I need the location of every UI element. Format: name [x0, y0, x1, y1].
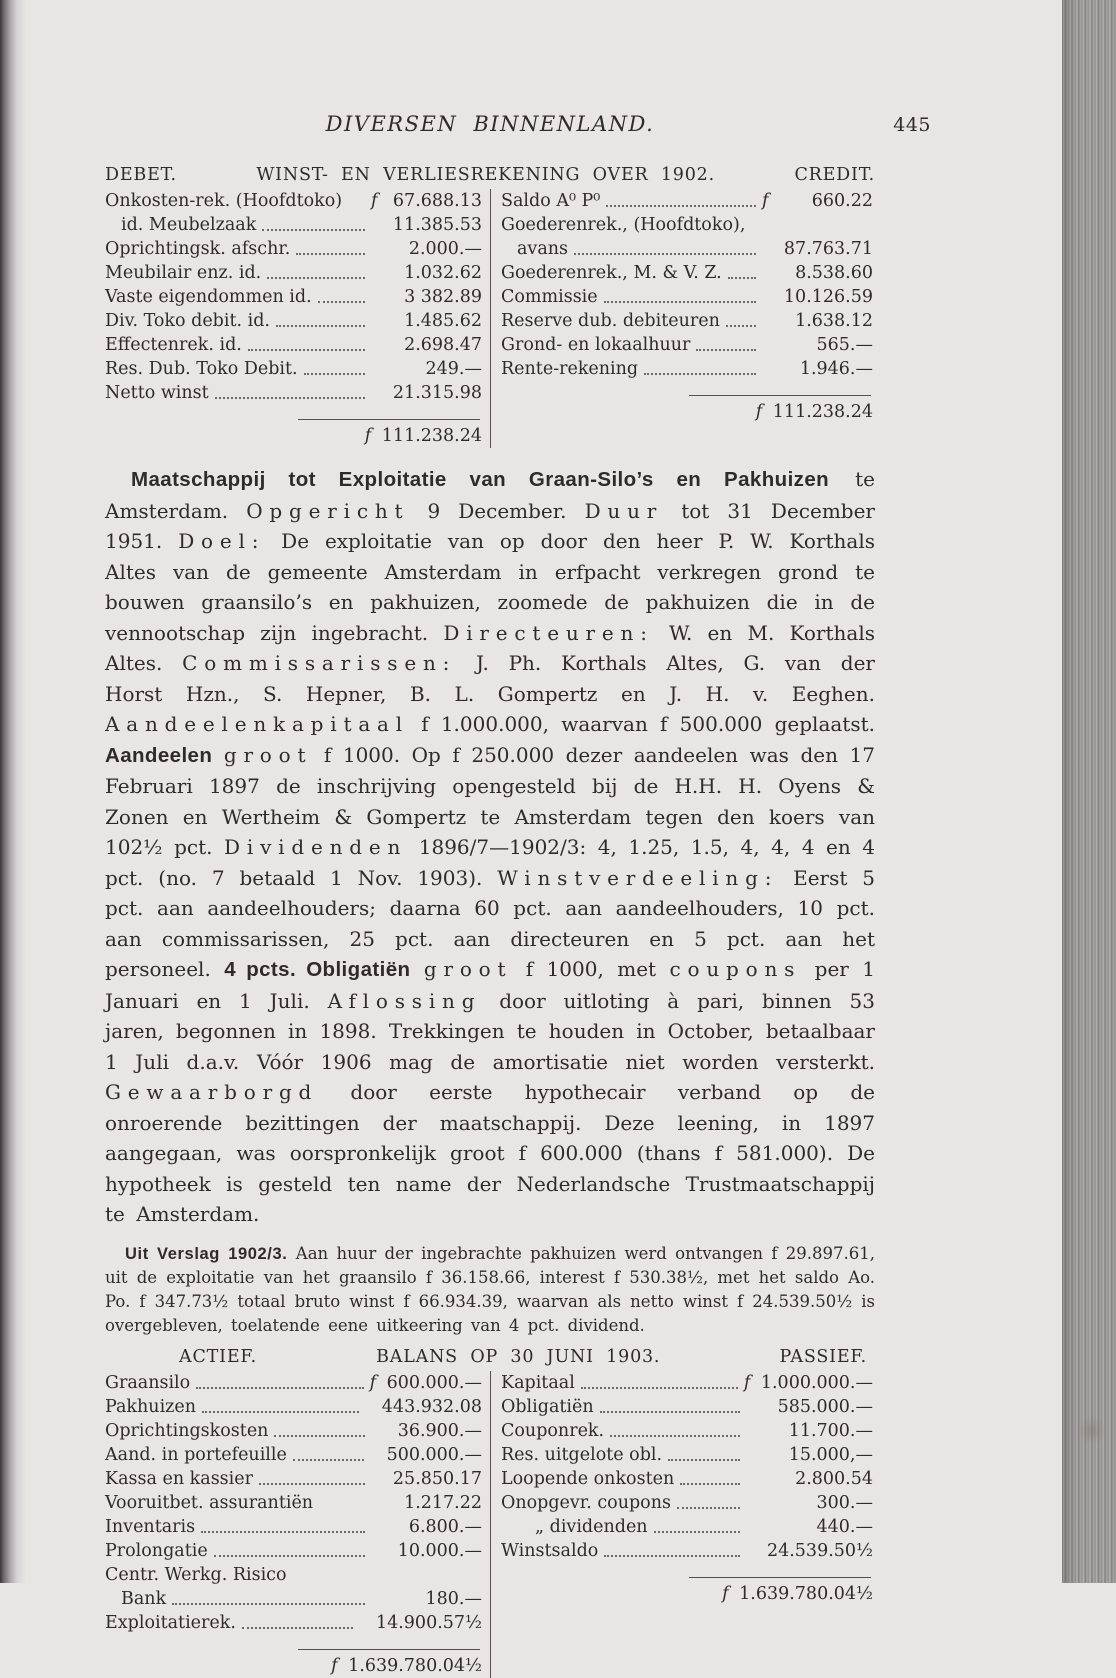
currency-symbol — [371, 1515, 388, 1539]
text-segment: door eerste hypothecair verband op de onroerende bezittingen der maatschappij. Deze leening, in 1897 aangegaan, was oorspronkelijk groot f 600.000 (thans f 581.000). De hypotheek is gesteld ten name der Nederlandsche Trustmaatschappij te Amsterdam. — [105, 1080, 875, 1226]
currency-symbol — [762, 285, 779, 309]
currency-symbol — [371, 237, 388, 261]
profit-loss-table-header — [105, 162, 875, 189]
row-amount: 36.900.— — [397, 1420, 482, 1441]
text-segment: f 1.000.000, waarvan f 500.000 geplaatst. — [408, 712, 875, 736]
spacer — [105, 1654, 331, 1678]
row-label: Kapitaal — [501, 1372, 575, 1393]
scan-smudge — [1078, 1415, 1106, 1445]
profit-loss-columns — [105, 189, 875, 448]
row-label: Inventaris — [105, 1516, 196, 1537]
row-amount — [779, 213, 873, 237]
row-label: Res. Dub. Toko Debit. — [105, 359, 298, 379]
row-amount: 10.000.— — [397, 1540, 482, 1561]
text-segment: Duur — [584, 498, 664, 523]
balance-sheet-columns — [105, 1371, 875, 1678]
row-amount: 111.238.24 — [381, 426, 482, 446]
dot-leader — [652, 1515, 742, 1539]
book-page-edges — [1062, 0, 1116, 1583]
currency-symbol — [371, 1467, 388, 1491]
table-row — [105, 1539, 482, 1563]
dot-leader — [212, 1539, 367, 1563]
row-label: Reserve dub. debiteuren — [501, 311, 720, 331]
text-segment: Directeuren: — [443, 620, 654, 645]
text-segment: f 1000, met — [512, 957, 670, 981]
total-rule — [501, 381, 873, 397]
total-rule — [501, 1563, 873, 1579]
table-row — [105, 1611, 482, 1635]
row-label: Loopende onkosten — [501, 1468, 675, 1489]
table-row — [105, 1491, 482, 1515]
row-amount: 1.485.62 — [404, 311, 482, 331]
currency-symbol — [371, 1419, 388, 1443]
currency-symbol — [371, 1491, 388, 1515]
dot-leader — [642, 357, 758, 381]
table-row — [105, 285, 482, 309]
dot-leader — [678, 1467, 742, 1491]
row-label: Div. Toko debit. id. — [105, 311, 270, 331]
text-segment: Commissarissen: — [182, 651, 457, 675]
currency-symbol — [762, 213, 779, 237]
table-row — [501, 189, 873, 213]
spacer — [501, 1582, 722, 1606]
row-amount: 585.000.— — [777, 1396, 873, 1417]
row-label: Goederenrek., (Hoofdtoko), — [501, 215, 746, 235]
passief-column — [490, 1371, 875, 1678]
row-amount: 2.698.47 — [404, 335, 482, 355]
row-amount: 600.000.— — [386, 1372, 482, 1393]
dot-leader — [666, 1443, 742, 1467]
table-row — [501, 1491, 873, 1515]
dot-leader — [272, 1419, 367, 1443]
table-row — [501, 237, 873, 261]
row-amount: 660.22 — [811, 191, 873, 211]
balance-sheet-table — [105, 1344, 875, 1678]
spacer — [313, 1491, 371, 1515]
credit-heading: CREDIT. — [794, 165, 875, 185]
page-number: 445 — [893, 114, 931, 136]
passief-heading: PASSIEF. — [779, 1346, 867, 1367]
row-amount: 11.385.53 — [392, 215, 482, 235]
currency-symbol — [371, 261, 388, 285]
row-label: Meubilair enz. id. — [105, 263, 262, 283]
total-row — [501, 400, 873, 424]
row-label: Grond- en lokaalhuur — [501, 335, 691, 355]
text-segment: groot — [223, 742, 313, 767]
currency-symbol — [371, 1539, 388, 1563]
row-amount: 249.— — [425, 359, 482, 379]
row-label: Vooruitbet. assurantiën — [105, 1492, 314, 1513]
spacer — [745, 213, 762, 237]
dot-leader — [316, 285, 367, 309]
row-label: Aand. in portefeuille — [105, 1444, 287, 1465]
currency-symbol — [746, 1395, 763, 1419]
total-row — [105, 424, 482, 448]
row-label: „ dividenden — [535, 1516, 648, 1537]
currency-symbol — [746, 1515, 763, 1539]
dot-leader — [265, 261, 367, 285]
dot-leader — [246, 333, 367, 357]
text-segment: J. Ph. Korthals Altes, G. van der Horst Hzn., S. Hepner, B. L. Gompertz en J. H. v. Eeghen. — [105, 651, 875, 706]
row-amount: 2.000.— — [408, 239, 482, 259]
row-label: Effectenrek. id. — [105, 335, 242, 355]
row-label: Netto winst — [105, 383, 209, 403]
table-row — [501, 1515, 873, 1539]
table-row — [105, 189, 482, 213]
table-row — [501, 1371, 873, 1395]
row-amount: 1.032.62 — [404, 263, 482, 283]
row-label: Obligatiën — [501, 1396, 594, 1417]
currency-symbol — [371, 1587, 388, 1611]
currency-symbol: f — [743, 1372, 751, 1393]
total-rule — [105, 1635, 482, 1651]
table-row — [105, 261, 482, 285]
row-amount: 565.— — [816, 335, 873, 355]
row-amount: 1.217.22 — [404, 1492, 482, 1513]
table-row — [105, 333, 482, 357]
table-row — [501, 213, 873, 237]
balance-sheet-header — [105, 1344, 875, 1371]
row-amount: 443.932.08 — [381, 1396, 482, 1417]
dot-leader — [602, 285, 758, 309]
currency-symbol — [370, 1443, 387, 1467]
row-amount: 25.850.17 — [392, 1468, 482, 1489]
currency-symbol: f — [331, 1655, 338, 1676]
actief-heading: ACTIEF. — [179, 1346, 257, 1367]
table-row — [105, 1443, 482, 1467]
dot-leader — [694, 333, 758, 357]
debet-heading: DEBET. — [105, 165, 177, 185]
text-segment: coupons — [669, 957, 802, 981]
row-label: Centr. Werkg. Risico — [105, 1564, 287, 1585]
currency-symbol — [359, 1611, 376, 1635]
row-amount: 1.000.000.— — [760, 1372, 873, 1393]
table-row — [501, 357, 873, 381]
row-label: Graansilo — [105, 1372, 191, 1393]
row-label: Oprichtingskosten — [105, 1420, 269, 1441]
currency-symbol: f — [762, 191, 769, 211]
table-row — [105, 213, 482, 237]
row-amount: 1.946.— — [799, 359, 873, 379]
currency-symbol — [371, 213, 388, 237]
currency-symbol — [746, 1419, 763, 1443]
currency-symbol — [762, 309, 779, 333]
row-amount: 87.763.71 — [783, 239, 873, 259]
row-amount: 1.638.12 — [795, 311, 873, 331]
dot-leader — [240, 1611, 355, 1635]
row-amount: 500.000.— — [386, 1444, 482, 1465]
currency-symbol — [762, 237, 779, 261]
row-amount: 300.— — [816, 1492, 873, 1513]
dot-leader — [170, 1587, 367, 1611]
row-label: Exploitatierek. — [105, 1612, 236, 1633]
row-amount: 180.— — [425, 1588, 482, 1609]
dot-leader — [572, 237, 758, 261]
text-segment: Aandeelenkapitaal — [105, 712, 409, 736]
currency-symbol: f — [371, 191, 378, 211]
text-segment: Doel: — [178, 529, 266, 553]
dot-leader — [302, 357, 367, 381]
currency-symbol — [365, 1395, 382, 1419]
dot-leader — [598, 1395, 742, 1419]
text-segment: Aandeelen — [105, 743, 213, 767]
row-label: Res. uitgelote obl. — [501, 1444, 663, 1465]
table-row — [501, 1395, 873, 1419]
row-amount: 111.238.24 — [772, 402, 873, 422]
dot-leader — [274, 309, 367, 333]
text-segment: f 1000. Op f 250.000 dezer aandeelen was den 17 Februari 1897 de inschrijving opengesteld bij de H.H. H. Oyens & Zonen en Wertheim & Gompertz te Amsterdam tegen den koers van 102½ pct. — [105, 742, 876, 859]
credit-column — [490, 189, 875, 448]
total-row — [105, 1654, 482, 1678]
text-segment: Gewaarborgd — [105, 1080, 319, 1104]
text-segment: Opgericht — [246, 498, 410, 523]
row-label: id. Meubelzaak — [121, 215, 257, 235]
table-row — [501, 1467, 873, 1491]
row-label: Prolongatie — [105, 1540, 208, 1561]
currency-symbol — [762, 261, 779, 285]
dot-leader — [675, 1491, 742, 1515]
balance-sheet-title: BALANS OP 30 JUNI 1903. — [376, 1346, 661, 1367]
table-row — [105, 1467, 482, 1491]
dot-leader — [291, 1443, 366, 1467]
row-amount: 11.700.— — [788, 1420, 873, 1441]
text-segment — [410, 957, 423, 981]
row-amount: 10.126.59 — [783, 287, 873, 307]
text-segment: Aflossing — [327, 988, 482, 1013]
dot-leader — [608, 1419, 742, 1443]
annual-report-note — [105, 1242, 875, 1338]
actief-column — [105, 1371, 490, 1678]
text-segment: 4 pcts. Obligatiën — [224, 958, 411, 981]
profit-loss-table — [105, 162, 875, 448]
page-header — [105, 112, 931, 138]
text-segment: door uitloting à pari, binnen 53 jaren, begonnen in 1898. Trekkingen te houden in October, betaalbaar 1 Juli d.a.v. Vóór 1906 mag de amortisatie niet worden versterkt. — [105, 988, 875, 1074]
currency-symbol: f — [364, 426, 372, 446]
total-row — [501, 1582, 873, 1606]
company-article — [105, 464, 875, 1230]
total-rule — [105, 405, 482, 421]
row-label: Vaste eigendommen id. — [105, 287, 312, 307]
row-label: Kassa en kassier — [105, 1468, 253, 1489]
text-segment: tot 31 December 1951. — [105, 498, 875, 553]
dot-leader — [726, 261, 758, 285]
table-row — [105, 357, 482, 381]
row-amount: 6.800.— — [408, 1516, 482, 1537]
dot-leader — [294, 237, 367, 261]
table-row — [105, 1419, 482, 1443]
row-label: Onopgevr. coupons — [501, 1492, 671, 1513]
text-segment: Eerst 5 pct. aan aandeelhouders; daarna 60 pct. aan aandeelhouders, 10 pct. aan commissarissen, 25 pct. aan directeuren en 5 pct. aan het personeel. — [105, 865, 875, 981]
table-row — [105, 1515, 482, 1539]
row-amount: 1.639.780.04½ — [739, 1583, 873, 1604]
currency-symbol — [371, 309, 388, 333]
row-amount: 15.000,— — [788, 1444, 873, 1465]
currency-symbol — [762, 333, 779, 357]
table-row — [105, 1395, 482, 1419]
text-segment: Maatschappij tot Exploitatie van Graan-Silo’s en Pakhuizen — [131, 468, 830, 491]
text-segment: per 1 Januari en 1 Juli. — [105, 957, 875, 1013]
row-amount: 440.— — [816, 1516, 873, 1537]
row-amount: 3 382.89 — [404, 287, 482, 307]
table-row — [105, 381, 482, 405]
table-row — [501, 285, 873, 309]
scanned-page — [105, 112, 931, 1678]
text-segment: Winstverdeeling: — [497, 865, 779, 890]
table-row — [501, 333, 873, 357]
row-label: Oprichtingsk. afschr. — [105, 239, 291, 259]
currency-symbol — [746, 1467, 763, 1491]
text-segment: groot — [423, 957, 513, 981]
row-label: Commissie — [501, 287, 598, 307]
table-row — [501, 261, 873, 285]
row-amount: 8.538.60 — [795, 263, 873, 283]
row-amount: 21.315.98 — [392, 383, 482, 403]
row-label: Goederenrek., M. & V. Z. — [501, 263, 722, 283]
running-title: DIVERSEN BINNENLAND. — [325, 112, 655, 136]
row-label: Winstsaldo — [501, 1540, 599, 1561]
currency-symbol — [746, 1443, 763, 1467]
spacer — [105, 424, 365, 448]
row-amount: 24.539.50½ — [766, 1540, 873, 1561]
dot-leader — [724, 309, 758, 333]
text-segment: Dividenden — [224, 835, 408, 859]
currency-symbol — [762, 357, 779, 381]
text-segment: 1896/7—1902/3: 4, 1.25, 1.5, 4, 4, 4 en 4 pct. (no. 7 betaald 1 Nov. 1903). — [105, 835, 875, 890]
text-segment: Uit Verslag 1902/3. — [125, 1244, 288, 1263]
dot-leader — [579, 1371, 740, 1395]
profit-loss-title: WINST- EN VERLIESREKENING OVER 1902. — [256, 165, 715, 185]
row-label: Onkosten-rek. (Hoofdtoko) — [105, 191, 343, 211]
table-row — [105, 309, 482, 333]
text-segment: te Amsterdam. — [105, 467, 875, 523]
book-spine-edge — [0, 0, 26, 1583]
table-row — [105, 1371, 482, 1395]
text-segment: W. en M. Korthals Altes. — [105, 620, 875, 675]
currency-symbol — [371, 333, 388, 357]
currency-symbol — [371, 357, 388, 381]
currency-symbol: f — [369, 1372, 377, 1393]
row-label: avans — [517, 239, 569, 259]
row-amount: 14.900.57½ — [375, 1612, 482, 1633]
row-label: Pakhuizen — [105, 1396, 197, 1417]
dot-leader — [213, 381, 367, 405]
row-amount: 1.639.780.04½ — [348, 1655, 482, 1676]
table-row — [501, 1443, 873, 1467]
spacer — [342, 189, 371, 213]
row-label: Bank — [121, 1588, 167, 1609]
table-row — [105, 237, 482, 261]
table-row — [501, 1419, 873, 1443]
currency-symbol — [371, 285, 388, 309]
text-segment — [212, 743, 224, 767]
currency-symbol — [371, 381, 388, 405]
row-amount: 67.688.13 — [392, 191, 482, 211]
currency-symbol: f — [755, 402, 763, 422]
dot-leader — [199, 1515, 367, 1539]
dot-leader — [194, 1371, 365, 1395]
row-label: Rente-rekening — [501, 359, 639, 379]
dot-leader — [602, 1539, 742, 1563]
dot-leader — [257, 1467, 367, 1491]
debet-column — [105, 189, 490, 448]
currency-symbol: f — [722, 1583, 729, 1604]
table-row — [501, 1539, 873, 1563]
currency-symbol — [746, 1491, 763, 1515]
dot-leader — [260, 213, 367, 237]
dot-leader — [604, 189, 758, 213]
text-segment: De exploitatie van op door den heer P. W. Korthals Altes van de gemeente Amsterdam in erfpacht verkregen grond te bouwen graansilo’s en pakhuizen, zoomede de pakhuizen die in de vennootschap zijn ingebracht. — [105, 529, 875, 645]
text-segment: 9 December. — [409, 498, 585, 523]
row-label: Couponrek. — [501, 1420, 605, 1441]
table-row — [501, 309, 873, 333]
text-segment: Aan huur der ingebrachte pakhuizen werd ontvangen f 29.897.61, uit de exploitatie van het graansilo f 36.158.66, interest f 530.38½, met het saldo Ao. Po. f 347.73½ totaal bruto winst f 66.934.39, waarvan als netto winst f 24.539.50½ is overgebleven, toelatende eene uitkeering van 4 pct. dividend. — [105, 1243, 876, 1335]
table-row — [105, 1587, 482, 1611]
row-amount: 2.800.54 — [795, 1468, 873, 1489]
row-label: Saldo A⁰ P⁰ — [501, 191, 601, 211]
spacer — [501, 400, 756, 424]
currency-symbol — [746, 1539, 763, 1563]
dot-leader — [200, 1395, 361, 1419]
